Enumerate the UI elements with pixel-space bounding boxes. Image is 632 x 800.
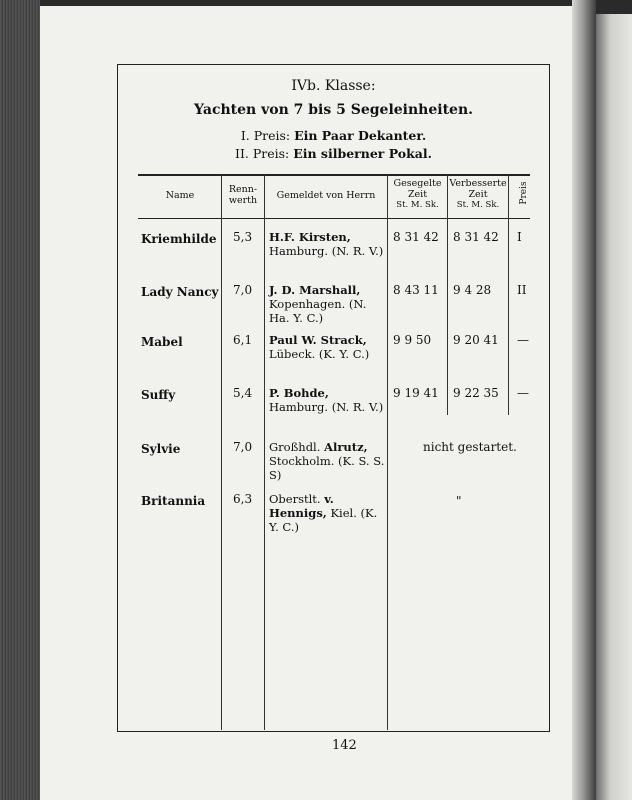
owner-entry: [269, 230, 385, 258]
owner-details: Kopenhagen. (N. Ha. Y. C.): [269, 297, 367, 325]
owner-details: Hamburg. (N. R. V.): [269, 244, 384, 258]
header-corrected-line1: Verbesserte: [449, 178, 507, 189]
owner-details: Kiel. (K. Y. C.): [269, 506, 378, 534]
header-name: Name: [165, 190, 195, 201]
owner-details: Hamburg. (N. R. V.): [269, 400, 384, 414]
header-rating-line1: Renn-: [228, 184, 258, 195]
owner-name: H.F. Kirsten,: [269, 230, 351, 244]
prize-2-label: II. Preis:: [235, 146, 290, 161]
prize-value: —: [517, 386, 529, 400]
header-sailed-line2: Zeit: [407, 189, 428, 200]
owner-name: Alrutz,: [324, 440, 368, 454]
sailed-time: 8 43 11: [393, 283, 439, 297]
column-divider: [221, 175, 222, 730]
owner-name: Paul W. Strack,: [269, 333, 367, 347]
column-divider: [387, 175, 388, 730]
sailed-time: 8 31 42: [393, 230, 439, 244]
yacht-name: Kriemhilde: [141, 232, 217, 246]
prize-1-line: [117, 128, 550, 143]
table-top-rule: [138, 174, 530, 176]
rating-value: 7,0: [233, 283, 253, 297]
rating-value: 6,1: [233, 333, 253, 347]
header-corrected-line3: St. M. Sk.: [456, 200, 500, 210]
rating-value: 6,3: [233, 492, 253, 506]
prize-value: —: [517, 333, 529, 347]
corrected-time: 9 20 41: [453, 333, 499, 347]
sailed-time: 9 9 50: [393, 333, 432, 347]
next-page-edge: [596, 14, 632, 800]
prize-1-label: I. Preis:: [240, 128, 291, 143]
header-sailed-line3: St. M. Sk.: [396, 200, 439, 210]
rating-value: 5,4: [233, 386, 253, 400]
owner-title: Großhdl.: [269, 440, 325, 454]
prize-value: I: [517, 230, 522, 244]
class-heading: IVb. Klasse:: [291, 78, 376, 94]
owner-name: J. D. Marshall,: [269, 283, 361, 297]
owner-entry: [269, 333, 385, 361]
yacht-name: Britannia: [141, 494, 206, 508]
header-sailed-time: [388, 178, 447, 211]
yacht-name: Sylvie: [141, 442, 181, 456]
rating-value: 7,0: [233, 440, 253, 454]
page-number: 142: [332, 738, 357, 753]
page-gutter: [572, 0, 596, 800]
race-title: Yachten von 7 bis 5 Segeleinheiten.: [194, 102, 473, 118]
owner-name: P. Bohde,: [269, 386, 329, 400]
owner-name: v. Hennigs,: [269, 492, 334, 520]
rating-value: 5,3: [233, 230, 253, 244]
prize-value: II: [517, 283, 527, 297]
owner-details: Stockholm. (K. S. S. S): [269, 454, 385, 482]
corrected-time: 8 31 42: [453, 230, 499, 244]
table-header-rule: [138, 218, 530, 219]
header-owner: Gemeldet von Herrn: [276, 190, 376, 201]
header-corrected-line2: Zeit: [468, 189, 488, 200]
yacht-name: Mabel: [141, 335, 183, 349]
corrected-time: 9 4 28: [453, 283, 492, 297]
owner-title: Oberstlt.: [269, 492, 325, 506]
column-divider: [447, 175, 448, 415]
column-divider: [264, 175, 265, 730]
owner-entry: [269, 440, 385, 482]
prize-2-value: Ein silberner Pokal.: [293, 146, 432, 161]
prize-1-value: Ein Paar Dekanter.: [294, 128, 427, 143]
owner-entry: [269, 386, 385, 414]
column-divider: [508, 175, 509, 415]
status-note: nicht gestartet.: [423, 440, 517, 454]
owner-details: Lübeck. (K. Y. C.): [269, 347, 370, 361]
prize-2-line: [117, 146, 550, 161]
owner-entry: [269, 283, 385, 325]
header-rating-line2: werth: [228, 195, 258, 206]
yacht-name: Suffy: [141, 388, 176, 402]
corrected-time: 9 22 35: [453, 386, 499, 400]
header-rating: [222, 184, 264, 206]
sailed-time: 9 19 41: [393, 386, 439, 400]
header-sailed-line1: Gesegelte: [393, 178, 442, 189]
yacht-name: Lady Nancy: [141, 285, 219, 299]
owner-entry: [269, 492, 385, 534]
ditto-mark: ": [456, 494, 462, 508]
header-prize: Preis: [519, 181, 529, 205]
header-corrected-time: [448, 178, 508, 211]
book-spine: [0, 0, 40, 800]
